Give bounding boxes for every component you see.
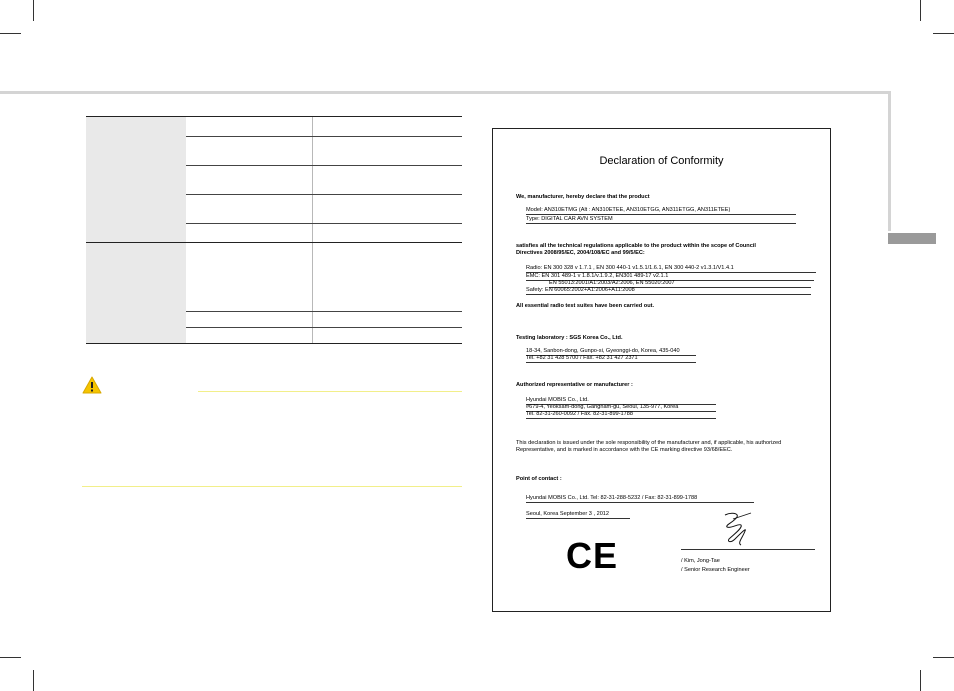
header-rule xyxy=(0,91,890,94)
place-and-date: Seoul, Korea September 3 , 2012 xyxy=(526,511,610,517)
crop-mark-top-right-vertical xyxy=(920,0,921,21)
crop-mark-top-right-horizontal xyxy=(933,33,954,34)
ce-mark: CE xyxy=(566,535,619,576)
product-type: Type: DIGITAL CAR AVN SYSTEM xyxy=(526,216,613,222)
product-model: Model: AN310ETMG (Alt : AN310ETEE, AN310ETGG, AN311ETGG, AN311ETEE) xyxy=(526,207,731,213)
certificate-intro: We, manufacturer, hereby declare that the product xyxy=(516,194,650,200)
signature-line xyxy=(681,549,815,550)
declaration-statement-1: This declaration is issued under the sole responsibility of the manufacturer and, if applicable, his authorized xyxy=(516,440,782,446)
certificate-title: Declaration of Conformity xyxy=(599,155,724,167)
underline xyxy=(526,214,796,215)
table-row-rule xyxy=(186,311,462,312)
table-column-divider xyxy=(312,116,313,344)
declaration-of-conformity xyxy=(492,128,831,612)
radio-standards: Radio: EN 300 328 v 1.7.1 , EN 300 440-1 v1.5.1/1.6.1, EN 300 440-2 v1.3.1/V1.4.1 xyxy=(526,265,734,271)
crop-mark-top-left-vertical xyxy=(33,0,34,21)
table-row-rule xyxy=(186,327,462,328)
table-row-rule xyxy=(186,223,462,224)
caution-header-rule xyxy=(198,391,462,392)
representative-phone: Tel. 82-31-260-0092 / Fax. 82-31-899-1788 xyxy=(526,411,633,417)
table-row-rule xyxy=(186,194,462,195)
underline xyxy=(526,418,716,419)
table-category-cell xyxy=(86,116,186,242)
contact-line: Hyundai MOBIS Co., Ltd. Tel: 82-31-288-5232 / Fax: 82-31-899-1788 xyxy=(526,495,698,501)
test-suites-statement: All essential radio test suites have been carried out. xyxy=(516,303,655,309)
underline xyxy=(526,223,796,224)
underline xyxy=(526,502,754,503)
lab-address: 18-34, Sanbon-dong, Gunpo-si, Gyeonggi-do, Korea, 435-040 xyxy=(526,348,680,354)
point-of-contact-heading: Point of contact : xyxy=(516,476,562,482)
warning-triangle-icon xyxy=(82,376,102,394)
emc-standards-continued: EN 55013:2001/A1:2003/A2:2006, EN 55020:2007 xyxy=(549,280,675,286)
authorized-representative-heading: Authorized representative or manufacturer : xyxy=(516,382,633,388)
underline xyxy=(526,362,696,363)
table-row-rule xyxy=(86,242,462,243)
header-rule-corner xyxy=(888,91,891,231)
table-row-rule xyxy=(86,343,462,344)
table-row-rule xyxy=(186,165,462,166)
emc-standards: EMC: EN 301 489-1 v 1.8.1/v.1.9.2, EN301 489-17 v2.1.1 xyxy=(526,273,669,279)
underline xyxy=(526,294,811,295)
crop-mark-bottom-left-horizontal xyxy=(0,657,21,658)
crop-mark-bottom-right-vertical xyxy=(920,670,921,691)
lab-phone: Tel. +82 31 428 5700 / Fax. +82 31 427 2371 xyxy=(526,355,638,361)
satisfies-line-2: Directives 2008/95/EC, 2004/108/EC and 99/5/EC: xyxy=(516,250,645,256)
crop-mark-top-left-horizontal xyxy=(0,33,21,34)
declaration-statement-2: Representative, and is marked in accordance with the CE marking directive 93/68/EEC. xyxy=(516,447,733,453)
satisfies-line-1: satisfies all the technical regulations applicable to the product within the scope of Council xyxy=(516,243,756,249)
representative-name: Hyundai MOBIS Co., Ltd. xyxy=(526,397,589,403)
underline xyxy=(526,518,630,519)
signature xyxy=(707,509,777,549)
chapter-side-tab xyxy=(888,233,936,244)
signer-name: / Kim, Jong-Tae xyxy=(681,558,720,564)
safety-standards: Safety: EN 60065:2002+A1:2006+A11:2008 xyxy=(526,287,635,293)
specification-table xyxy=(86,116,462,344)
table-row-rule xyxy=(186,136,462,137)
table-category-cell xyxy=(86,243,186,344)
table-row-rule xyxy=(86,116,462,117)
caution-bottom-rule xyxy=(82,486,462,487)
signer-title: / Senior Research Engineer xyxy=(681,567,750,573)
testing-laboratory-heading: Testing laboratory : SGS Korea Co., Ltd. xyxy=(516,335,623,341)
representative-address: #679-4, Yeoksam-dong, Gangnam-gu, Seoul, 135-977, Korea xyxy=(526,404,679,410)
crop-mark-bottom-right-horizontal xyxy=(933,657,954,658)
crop-mark-bottom-left-vertical xyxy=(33,670,34,691)
